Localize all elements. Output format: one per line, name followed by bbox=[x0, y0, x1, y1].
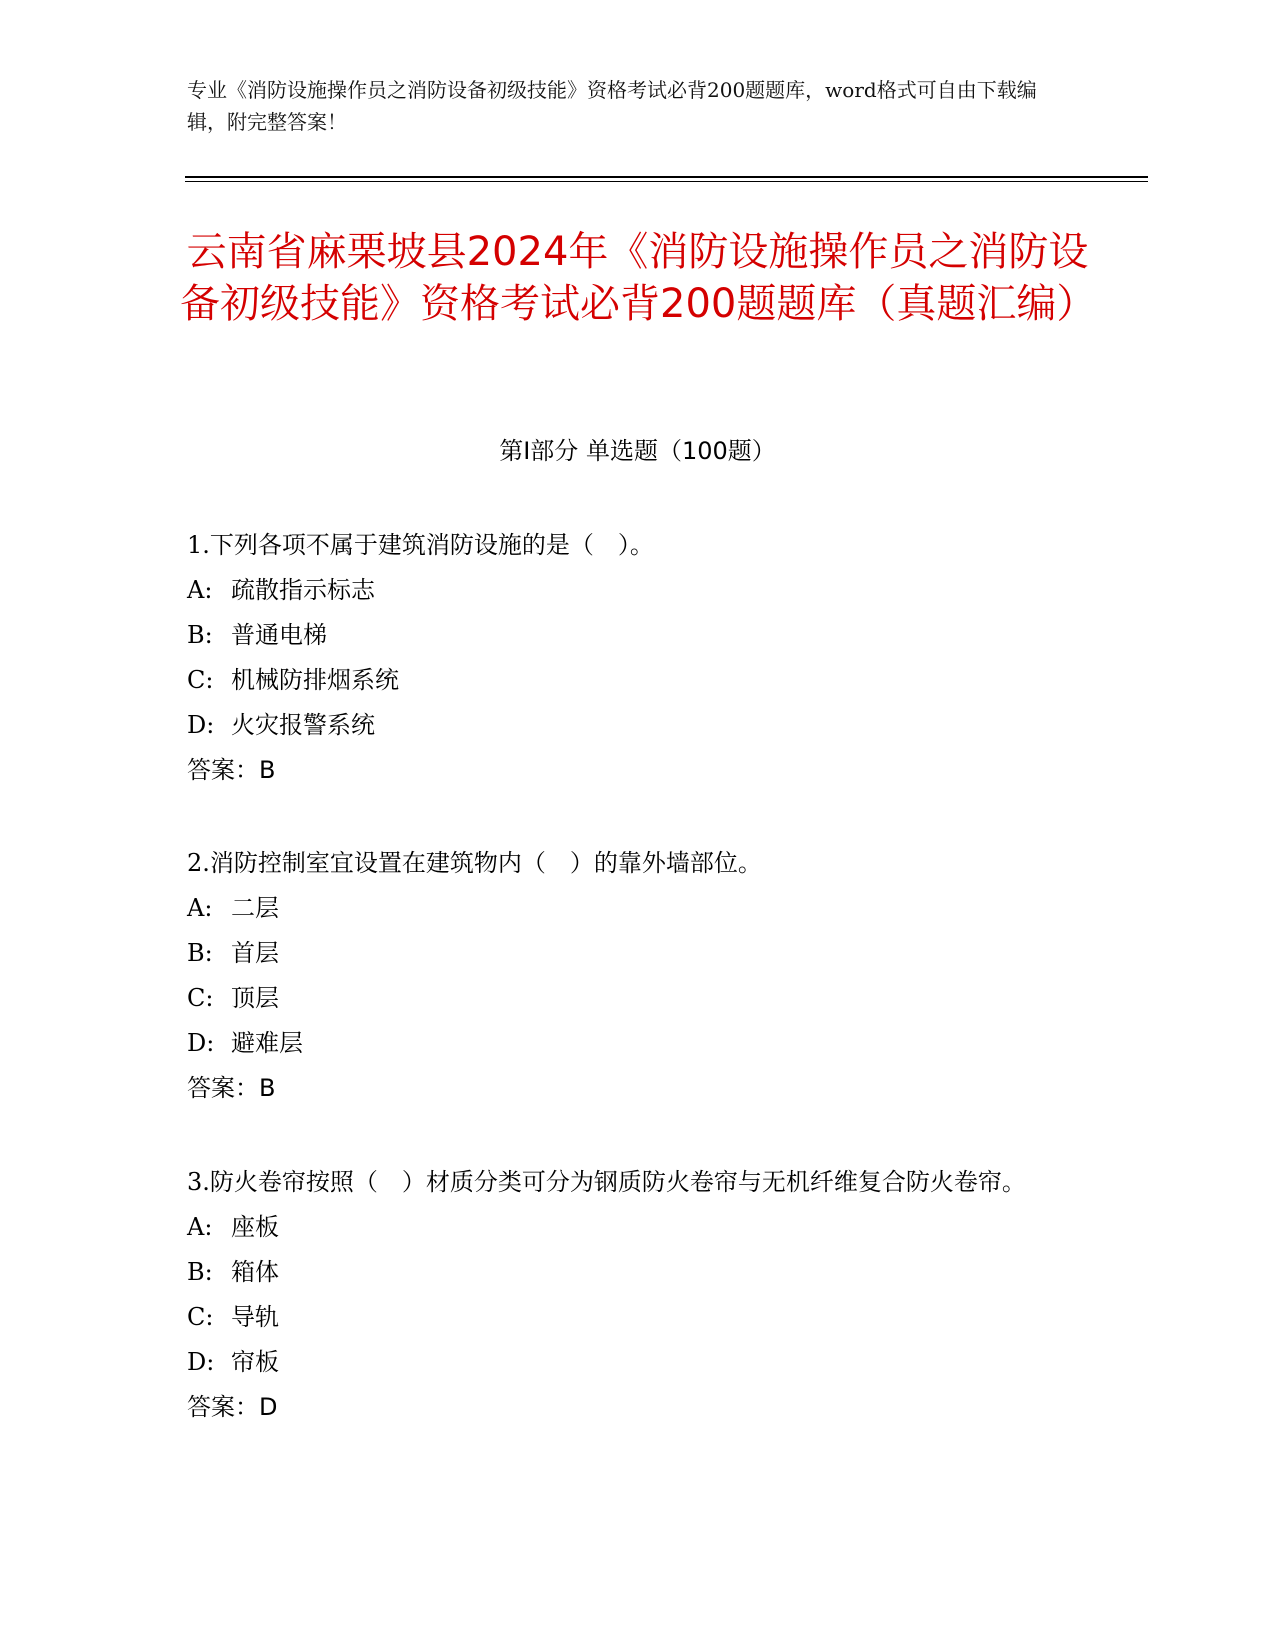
question-stem: 2.消防控制室宜设置在建筑物内（ ）的靠外墙部位。 bbox=[187, 849, 762, 877]
question-stem: 3.防火卷帘按照（ ）材质分类可分为钢质防火卷帘与无机纤维复合防火卷帘。 bbox=[187, 1168, 1026, 1196]
option-a bbox=[187, 886, 1067, 931]
option-key: A: bbox=[187, 1213, 213, 1241]
answer: 答案：B bbox=[187, 756, 276, 784]
header-divider-thick bbox=[185, 176, 1148, 178]
option-key: C: bbox=[187, 666, 214, 694]
option-text: 首层 bbox=[231, 939, 279, 967]
option-key: C: bbox=[187, 984, 214, 1012]
option-text: 箱体 bbox=[231, 1258, 279, 1286]
option-key: A: bbox=[187, 894, 213, 922]
option-a bbox=[187, 1205, 1067, 1250]
option-key: D: bbox=[187, 711, 215, 739]
option-d bbox=[187, 1340, 1067, 1385]
option-key: B: bbox=[187, 939, 213, 967]
answer: 答案：B bbox=[187, 1074, 276, 1102]
option-text: 火灾报警系统 bbox=[231, 711, 375, 739]
question-3 bbox=[187, 1160, 1067, 1430]
option-text: 普通电梯 bbox=[231, 621, 327, 649]
option-c bbox=[187, 976, 1067, 1021]
option-key: A: bbox=[187, 576, 213, 604]
question-stem: 1.下列各项不属于建筑消防设施的是（ ）。 bbox=[187, 531, 654, 559]
option-c bbox=[187, 658, 1067, 703]
option-key: B: bbox=[187, 621, 213, 649]
option-a bbox=[187, 568, 1067, 613]
header-divider-thin bbox=[185, 181, 1148, 182]
option-key: C: bbox=[187, 1303, 214, 1331]
option-text: 机械防排烟系统 bbox=[231, 666, 399, 694]
option-text: 帘板 bbox=[231, 1348, 279, 1376]
option-key: D: bbox=[187, 1029, 215, 1057]
option-c bbox=[187, 1295, 1067, 1340]
option-b bbox=[187, 613, 1067, 658]
question-1 bbox=[187, 523, 1067, 793]
option-d bbox=[187, 703, 1067, 748]
section-title: 第I部分 单选题（100题） bbox=[499, 437, 776, 465]
question-2 bbox=[187, 841, 1067, 1111]
option-text: 顶层 bbox=[231, 984, 279, 1012]
option-key: D: bbox=[187, 1348, 215, 1376]
option-text: 疏散指示标志 bbox=[231, 576, 375, 604]
option-text: 座板 bbox=[231, 1213, 279, 1241]
option-b bbox=[187, 1250, 1067, 1295]
option-key: B: bbox=[187, 1258, 213, 1286]
option-text: 导轨 bbox=[231, 1303, 279, 1331]
option-d bbox=[187, 1021, 1067, 1066]
header-note: 专业《消防设施操作员之消防设备初级技能》资格考试必背200题题库，word格式可自由下载编辑，附完整答案！ bbox=[187, 78, 1037, 134]
option-text: 避难层 bbox=[231, 1029, 303, 1057]
option-text: 二层 bbox=[231, 894, 279, 922]
document-title: 云南省麻栗坡县2024年《消防设施操作员之消防设备初级技能》资格考试必背200题题库（真题汇编） bbox=[180, 229, 1097, 327]
answer: 答案：D bbox=[187, 1393, 278, 1421]
option-b bbox=[187, 931, 1067, 976]
